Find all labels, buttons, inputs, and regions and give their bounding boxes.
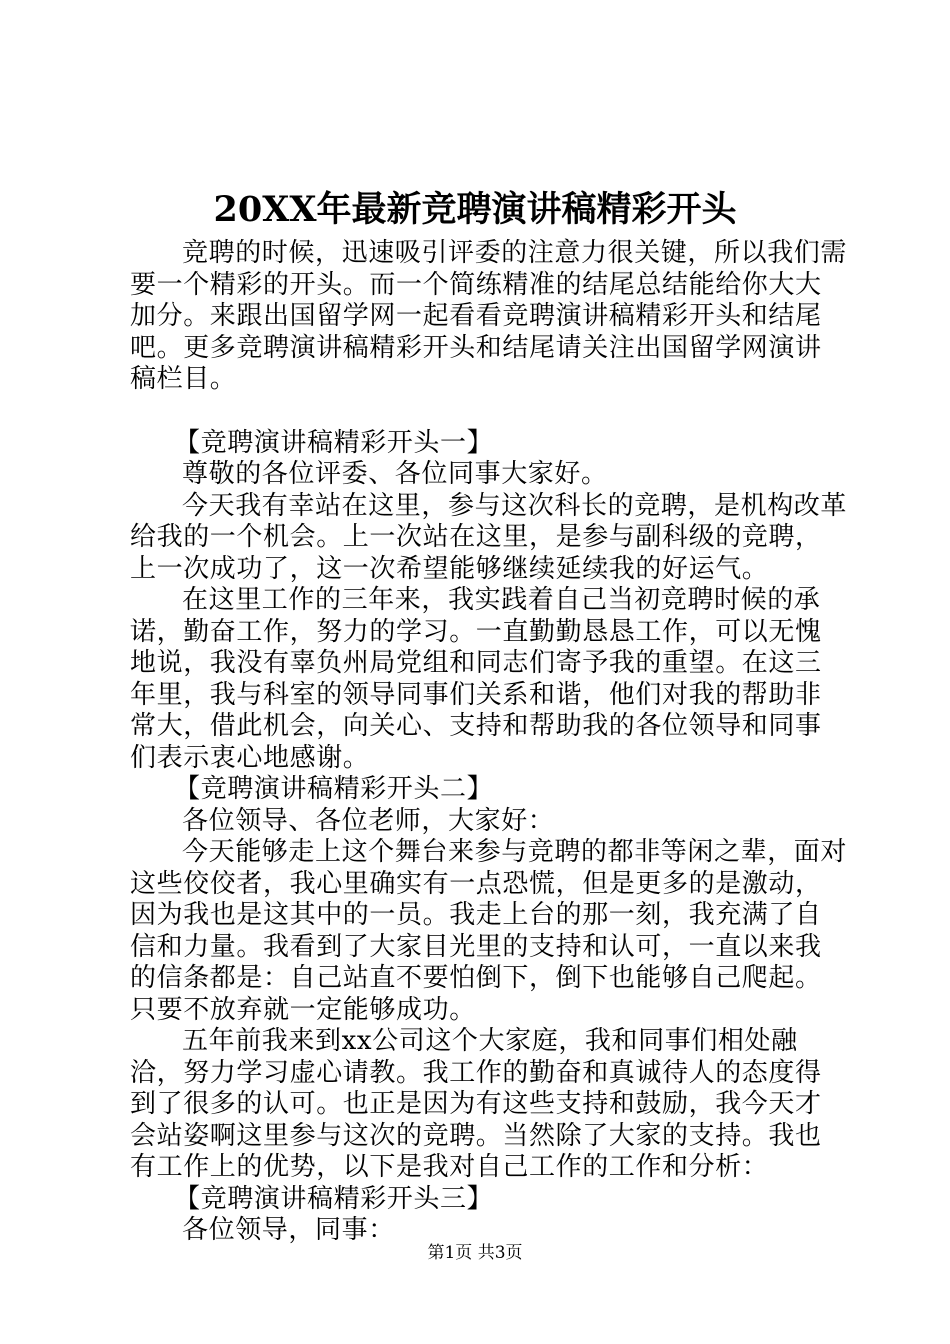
paragraph-spacer [130, 396, 848, 428]
section-1-heading: 【竞聘演讲稿精彩开头一】 [174, 427, 494, 458]
section-2-paragraph-1: 今天能够走上这个舞台来参与竞聘的都非等闲之辈，面对这些佼佼者，我心里确实有一点恐慌，但是更多的是激动，因为我也是这其中的一员。我走上台的那一刻，我充满了自信和力量。我看到了大家目光里的支持和认可，一直以来我的信条都是：自己站直不要怕倒下，倒下也能够自己爬起。只要不放弃就一定能够成功。 [130, 837, 848, 1025]
page-number-footer: 第1页 共3页 [427, 1243, 523, 1263]
section-3-heading: 【竞聘演讲稿精彩开头三】 [174, 1183, 494, 1214]
section-3-greeting: 各位领导，同事： [182, 1215, 395, 1245]
section-1-paragraph-1: 今天我有幸站在这里，参与这次科长的竞聘，是机构改革给我的一个机会。上一次站在这里，是参与副科级的竞聘，上一次成功了，这一次希望能够继续延续我的好运气。 [130, 490, 848, 584]
section-2-greeting: 各位领导、各位老师，大家好： [182, 805, 555, 836]
document-body [130, 238, 848, 1247]
section-1-greeting: 尊敬的各位评委、各位同事大家好。 [182, 459, 608, 489]
intro-paragraph: 竞聘的时候，迅速吸引评委的注意力很关键，所以我们需要一个精彩的开头。而一个简练精准的结尾总结能给你大大加分。来跟出国留学网一起看看竞聘演讲稿精彩开头和结尾吧。更多竞聘演讲稿精彩开头和结尾请关注出国留学网演讲稿栏目。 [130, 238, 848, 394]
document-title: 20XX年最新竞聘演讲稿精彩开头 [213, 189, 737, 230]
section-2-heading: 【竞聘演讲稿精彩开头二】 [174, 774, 494, 804]
section-2-paragraph-2: 五年前我来到xx公司这个大家庭，我和同事们相处融洽，努力学习虚心请教。我工作的勤奋和真诚待人的态度得到了很多的认可。也正是因为有这些支持和鼓励，我今天才会站姿啊这里参与这次的竞聘。当然除了大家的支持。我也有工作上的优势，以下是我对自己工作的工作和分析： [130, 1026, 822, 1182]
section-1-paragraph-2: 在这里工作的三年来，我实践着自己当初竞聘时候的承诺，勤奋工作，努力的学习。一直勤勤恳恳工作，可以无愧地说，我没有辜负州局党组和同志们寄予我的重望。在这三年里，我与科室的领导同事们关系和谐，他们对我的帮助非常大，借此机会，向关心、支持和帮助我的各位领导和同事们表示衷心地感谢。 [130, 585, 822, 773]
